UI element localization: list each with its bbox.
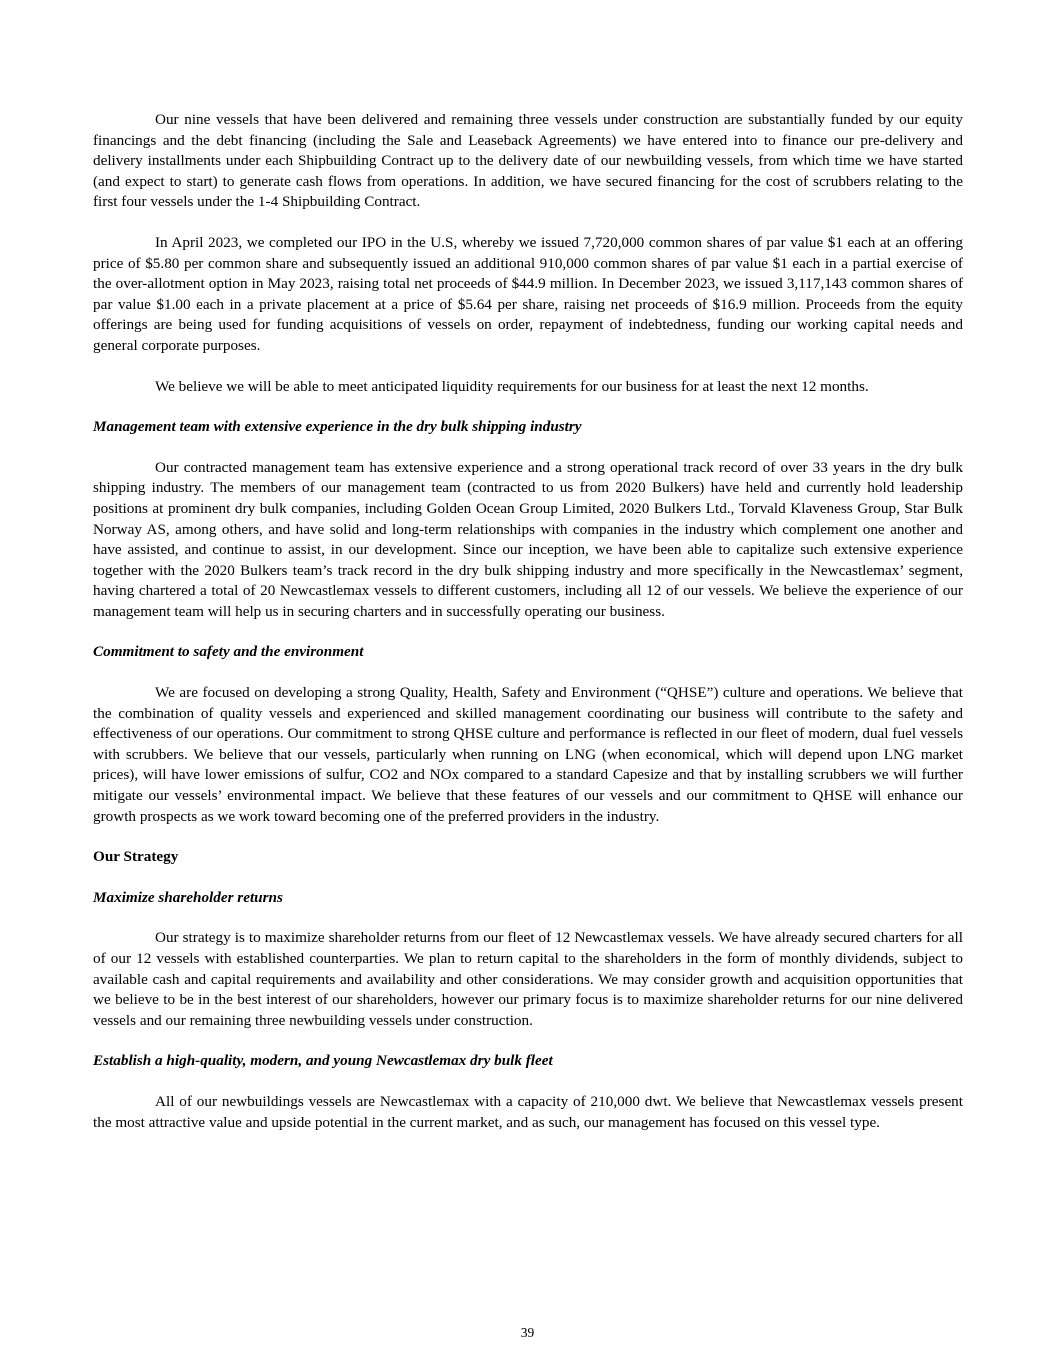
paragraph-safety-environment: We are focused on developing a strong Quality, Health, Safety and Environment (“QHSE”) culture and operations. We believe that the combination of quality vessels and experienced and skilled management coordinating our business will contribute to the safety and effectiveness of our operations. Our commitment to strong QHSE culture and performance is reflected in our fleet of modern, dual fuel vessels with scrubbers. We believe that our vessels, particularly when running on LNG (when economical, which will depend upon LNG market prices), will have lower emissions of sulfur, CO2 and NOx compared to a standard Capesize and that by installing scrubbers we will further mitigate our vessels’ environmental impact. We believe that these features of our vessels and our commitment to QHSE will enhance our growth prospects as we work toward becoming one of the preferred providers in the industry.: [93, 684, 963, 825]
paragraph-funding: Our nine vessels that have been delivered and remaining three vessels under construction are substantially funded by our equity financings and the debt financing (including the Sale and Leaseback Agreements) we have entered into to finance our pre-delivery and delivery installments under each Shipbuilding Contract up to the delivery date of our newbuilding vessels, from which time we have started (and expect to start) to generate cash flows from operations. In addition, we have secured financing for the cost of scrubbers relating to the first four vessels under the 1-4 Shipbuilding Contract.: [93, 111, 963, 211]
document-body: [93, 110, 963, 1153]
heading-safety-environment: Commitment to safety and the environment: [93, 643, 364, 661]
paragraph-maximize-returns: Our strategy is to maximize shareholder returns from our fleet of 12 Newcastlemax vessels. We have already secured charters for all of our 12 vessels with established counterparties. We plan to return capital to the shareholders in the form of monthly dividends, subject to available cash and capital requirements and availability and other considerations. We may consider growth and acquisition opportunities that we believe to be in the best interest of our shareholders, however our primary focus is to maximize shareholder returns for our nine delivered vessels and our remaining three newbuilding vessels under construction.: [93, 929, 963, 1029]
heading-management-team: Management team with extensive experience in the dry bulk shipping industry: [93, 418, 582, 436]
paragraph-liquidity: We believe we will be able to meet anticipated liquidity requirements for our business for at least the next 12 months.: [155, 377, 869, 395]
paragraph-management-team: Our contracted management team has extensive experience and a strong operational track record of over 33 years in the dry bulk shipping industry. The members of our management team (contracted to us from 2020 Bulkers) have held and currently hold leadership positions at prominent dry bulk companies, including Golden Ocean Group Limited, 2020 Bulkers Ltd., Torvald Klaveness Group, Star Bulk Norway AS, among others, and have solid and long-term relationships with companies in the industry which complement one another and have assisted, and continue to assist, in our development. Since our inception, we have been able to capitalize such extensive experience together with the 2020 Bulkers team’s track record in the dry bulk shipping industry and more specifically in the Newcastlemax’ segment, having chartered a total of 20 Newcastlemax vessels to different customers, including all 12 of our vessels. We believe the experience of our management team will help us in securing charters and in successfully operating our business.: [93, 458, 963, 620]
paragraph-establish-fleet: All of our newbuildings vessels are Newcastlemax with a capacity of 210,000 dwt. We believe that Newcastlemax vessels present the most attractive value and upside potential in the current market, and as such, our management has focused on this vessel type.: [93, 1092, 963, 1131]
heading-maximize-returns: Maximize shareholder returns: [93, 888, 283, 906]
heading-establish-fleet: Establish a high-quality, modern, and young Newcastlemax dry bulk fleet: [93, 1052, 553, 1070]
heading-our-strategy: Our Strategy: [93, 848, 179, 866]
page-number: 39: [520, 1325, 535, 1340]
paragraph-ipo: In April 2023, we completed our IPO in the U.S, whereby we issued 7,720,000 common shares of par value $1 each at an offering price of $5.80 per common share and subsequently issued an additional 910,000 common shares of par value $1 each in a partial exercise of the over-allotment option in May 2023, raising total net proceeds of $44.9 million. In December 2023, we issued 3,117,143 common shares of par value $1.00 each in a private placement at a price of $5.64 per share, raising net proceeds of $16.9 million. Proceeds from the equity offerings are being used for funding acquisitions of vessels on order, repayment of indebtedness, funding our working capital needs and general corporate purposes.: [93, 233, 963, 354]
